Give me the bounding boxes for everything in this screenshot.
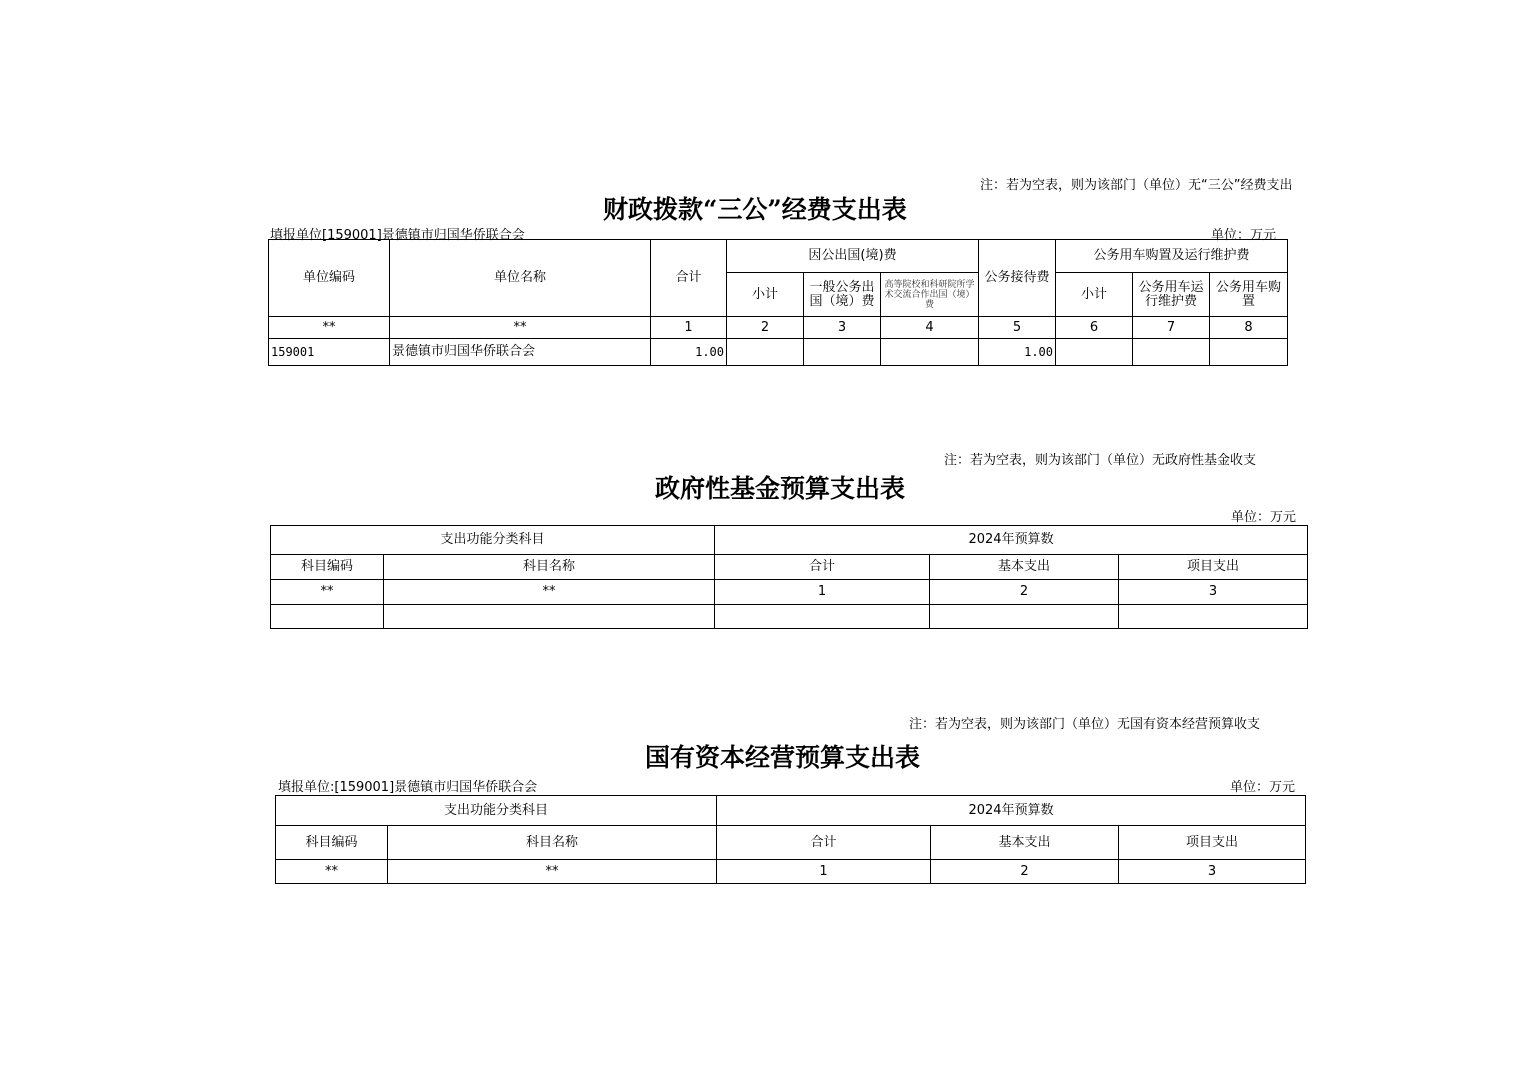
header-total: 合计 (717, 826, 931, 860)
abroad-academic-cell (881, 339, 979, 366)
vehicle-subtotal-cell (1056, 339, 1133, 366)
index-cell: 2 (727, 317, 804, 339)
index-cell: ** (384, 580, 715, 605)
vehicle-running-cell (1133, 339, 1210, 366)
header-vehicle: 公务用车购置及运行维护费 (1056, 240, 1288, 273)
index-cell: 4 (881, 317, 979, 339)
index-cell: ** (390, 317, 651, 339)
index-cell: 1 (717, 860, 931, 884)
header-total: 合计 (651, 240, 727, 317)
table3-reporting-unit: 填报单位:[159001]景德镇市归国华侨联合会 (278, 780, 538, 795)
table1-note: 注：若为空表，则为该部门（单位）无“三公”经费支出 (980, 178, 1293, 193)
table-row (271, 605, 1308, 629)
header-function-category: 支出功能分类科目 (271, 526, 715, 555)
index-cell: 2 (931, 860, 1119, 884)
header-vehicle-subtotal: 小计 (1056, 273, 1133, 317)
abroad-subtotal-cell (727, 339, 804, 366)
header-basic-expense: 基本支出 (930, 555, 1119, 580)
header-abroad-subtotal: 小计 (727, 273, 804, 317)
index-cell: ** (276, 860, 388, 884)
header-abroad-academic: 高等院校和科研院所学术交流合作出国（境）费 (881, 273, 979, 317)
header-total: 合计 (715, 555, 930, 580)
header-abroad: 因公出国(境)费 (727, 240, 979, 273)
header-basic-expense: 基本支出 (931, 826, 1119, 860)
index-cell: ** (271, 580, 384, 605)
state-capital-table (275, 795, 1306, 884)
table1-unit: 单位：万元 (1211, 228, 1277, 243)
header-subject-code: 科目编码 (271, 555, 384, 580)
table-row (269, 317, 1288, 339)
header-subject-code: 科目编码 (276, 826, 388, 860)
header-budget-2024: 2024年预算数 (715, 526, 1308, 555)
header-vehicle-running: 公务用车运行维护费 (1133, 273, 1210, 317)
table2-title: 政府性基金预算支出表 (655, 474, 906, 503)
table3-title: 国有资本经营预算支出表 (645, 743, 921, 772)
empty-cell (271, 605, 384, 629)
empty-cell (715, 605, 930, 629)
table2-note: 注：若为空表，则为该部门（单位）无政府性基金收支 (944, 453, 1257, 468)
header-project-expense: 项目支出 (1119, 826, 1306, 860)
reception-cell: 1.00 (979, 339, 1056, 366)
empty-cell (1119, 605, 1308, 629)
vehicle-purchase-cell (1210, 339, 1288, 366)
header-project-expense: 项目支出 (1119, 555, 1308, 580)
table1-title: 财政拨款“三公”经费支出表 (603, 195, 907, 224)
header-subject-name: 科目名称 (384, 555, 715, 580)
index-cell: 3 (804, 317, 881, 339)
abroad-general-cell (804, 339, 881, 366)
header-unit-name: 单位名称 (390, 240, 651, 317)
header-abroad-general: 一般公务出国（境）费 (804, 273, 881, 317)
three-public-expenses-table (268, 239, 1288, 366)
index-cell: 8 (1210, 317, 1288, 339)
total-cell: 1.00 (651, 339, 727, 366)
header-vehicle-purchase: 公务用车购置 (1210, 273, 1288, 317)
header-subject-name: 科目名称 (388, 826, 717, 860)
table1-reporting-unit: 填报单位[159001]景德镇市归国华侨联合会 (270, 228, 525, 243)
table3-note: 注：若为空表，则为该部门（单位）无国有资本经营预算收支 (909, 717, 1261, 732)
index-cell: 3 (1119, 860, 1306, 884)
unit-code-cell: 159001 (269, 339, 390, 366)
table-row (276, 860, 1306, 884)
header-unit-code: 单位编码 (269, 240, 390, 317)
header-budget-2024: 2024年预算数 (717, 796, 1306, 826)
unit-name-cell: 景德镇市归国华侨联合会 (390, 339, 651, 366)
empty-cell (930, 605, 1119, 629)
index-cell: ** (269, 317, 390, 339)
index-cell: 7 (1133, 317, 1210, 339)
index-cell: 2 (930, 580, 1119, 605)
index-cell: 6 (1056, 317, 1133, 339)
header-reception: 公务接待费 (979, 240, 1056, 317)
table-row (271, 580, 1308, 605)
table3-unit: 单位：万元 (1230, 780, 1296, 795)
government-fund-table (270, 525, 1308, 629)
index-cell: ** (388, 860, 717, 884)
table2-unit: 单位：万元 (1231, 510, 1297, 525)
index-cell: 1 (651, 317, 727, 339)
empty-cell (384, 605, 715, 629)
header-function-category: 支出功能分类科目 (276, 796, 717, 826)
table-row (269, 339, 1288, 366)
index-cell: 3 (1119, 580, 1308, 605)
index-cell: 1 (715, 580, 930, 605)
index-cell: 5 (979, 317, 1056, 339)
